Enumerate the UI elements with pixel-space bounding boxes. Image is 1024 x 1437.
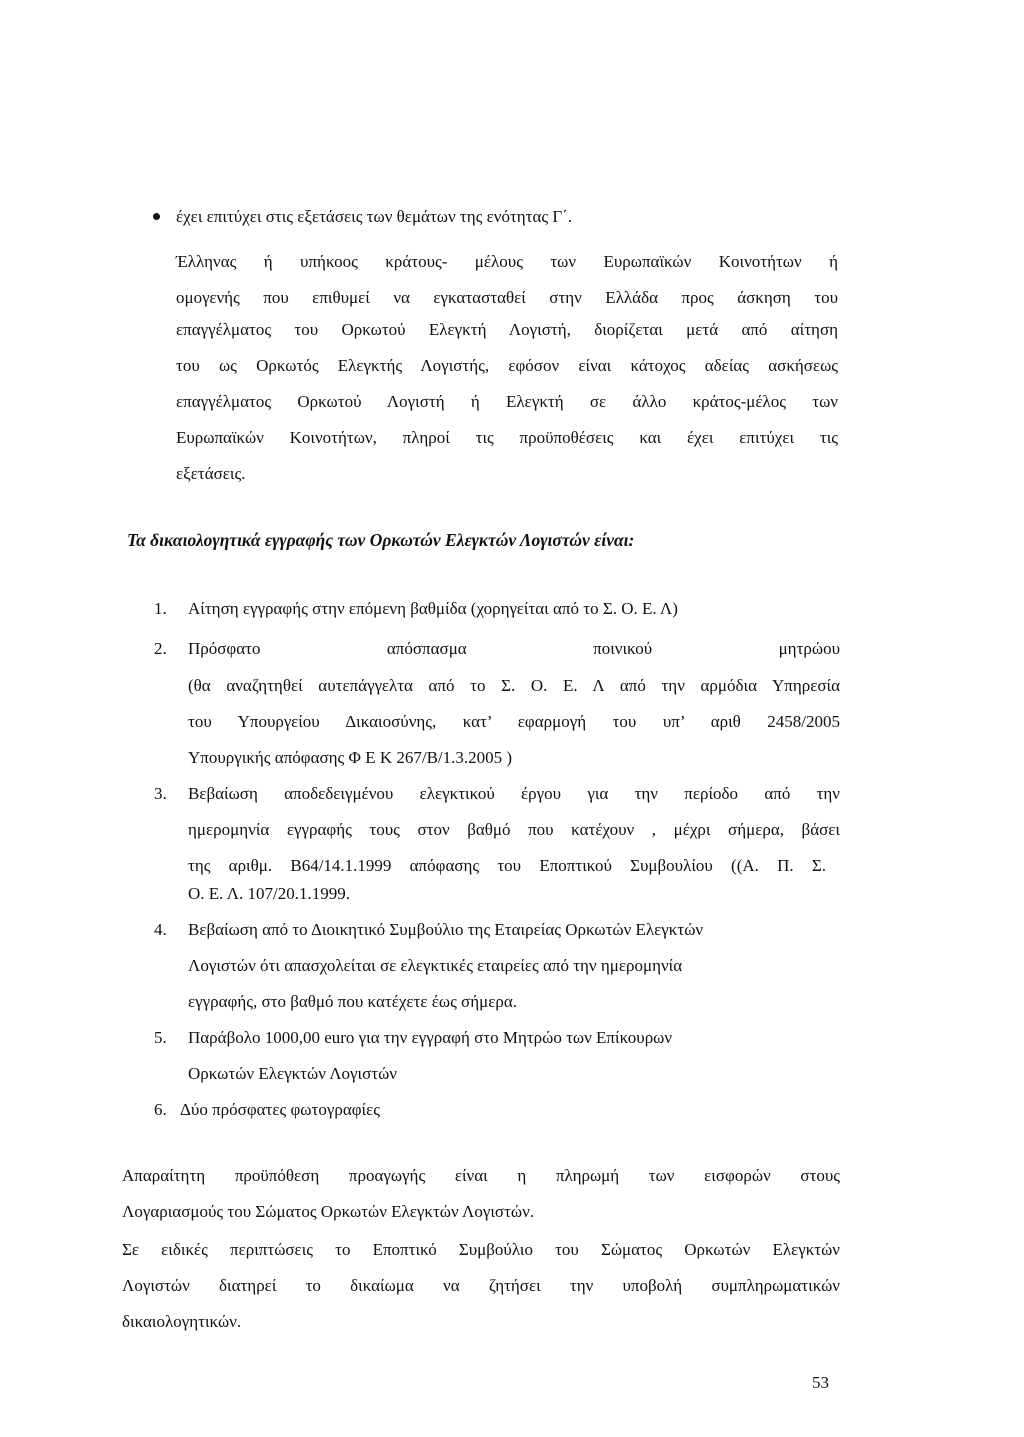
list-item-line: της αριθμ. Β64/14.1.1999 απόφασης του Εποπτικού Συμβουλίου ((Α. Π. Σ. [188,856,826,875]
paragraph-line: Σε ειδικές περιπτώσεις το Εποπτικό Συμβούλιο του Σώματος Ορκωτών Ελεγκτών [122,1240,840,1259]
list-item-line: (θα αναζητηθεί αυτεπάγγελτα από το Σ. Ο. Ε. Λ από την αρμόδια Υπηρεσία [188,676,840,695]
list-number: 6. [154,1100,167,1119]
list-item-line: Παράβολο 1000,00 euro για την εγγραφή στο Μητρώο των Επίκουρων [188,1028,673,1047]
list-number: 1. [154,599,167,618]
bullet-text: έχει επιτύχει στις εξετάσεις των θεμάτων της ενότητας Γ΄. [176,207,573,226]
list-item-line: Ο. Ε. Λ. 107/20.1.1999. [188,884,351,903]
list-item-line: Υπουργικής απόφασης Φ Ε Κ 267/Β/1.3.2005 ) [188,748,513,767]
list-item-line: ημερομηνία εγγραφής τους στον βαθμό που κατέχουν , μέχρι σήμερα, βάσει [188,820,840,839]
paragraph-line: Ευρωπαϊκών Κοινοτήτων, πληροί τις προϋποθέσεις και έχει επιτύχει τις [176,428,838,447]
list-item-line: του Υπουργείου Δικαιοσύνης, κατ’ εφαρμογή του υπ’ αριθ 2458/2005 [188,712,840,731]
list-item-line: Αίτηση εγγραφής στην επόμενη βαθμίδα (χορηγείται από το Σ. Ο. Ε. Λ) [188,599,678,618]
list-number: 2. [154,639,167,658]
list-item-line: Ορκωτών Ελεγκτών Λογιστών [188,1064,397,1083]
list-number: 4. [154,920,167,939]
list-number: 5. [154,1028,167,1047]
list-item-line: Βεβαίωση αποδεδειγμένου ελεγκτικού έργου για την περίοδο από την [188,784,840,803]
section-heading: Τα δικαιολογητικά εγγραφής των Ορκωτών Ελεγκτών Λογιστών είναι: [127,530,635,550]
paragraph-line: του ως Ορκωτός Ελεγκτής Λογιστής, εφόσον είναι κάτοχος αδείας ασκήσεως [176,356,838,375]
paragraph-line: Έλληνας ή υπήκοος κράτους- μέλους των Ευρωπαϊκών Κοινοτήτων ή [176,252,838,271]
paragraph-line: επαγγέλματος του Ορκωτού Ελεγκτή Λογιστή, διορίζεται μετά από αίτηση [176,320,838,339]
list-item-line: εγγραφής, στο βαθμό που κατέχετε έως σήμερα. [188,992,518,1011]
paragraph-line: Λογιστών διατηρεί το δικαίωμα να ζητήσει την υποβολή συμπληρωματικών [122,1276,840,1295]
page-number: 53 [812,1373,829,1392]
paragraph-line: Λογαριασμούς του Σώματος Ορκωτών Ελεγκτών Λογιστών. [122,1202,535,1221]
paragraph-line: επαγγέλματος Ορκωτού Λογιστή ή Ελεγκτή σε άλλο κράτος-μέλος των [176,392,838,411]
bullet-icon [153,213,160,220]
paragraph-line: δικαιολογητικών. [122,1312,242,1331]
list-item-line: Λογιστών ότι απασχολείται σε ελεγκτικές εταιρείες από την ημερομηνία [188,956,683,975]
paragraph-line: ομογενής που επιθυμεί να εγκατασταθεί στην Ελλάδα προς άσκηση του [176,288,838,307]
list-item-line: Δύο πρόσφατες φωτογραφίες [180,1100,380,1119]
paragraph-line: Απαραίτητη προϋπόθεση προαγωγής είναι η πληρωμή των εισφορών στους [122,1166,840,1185]
list-item-line: Βεβαίωση από το Διοικητικό Συμβούλιο της Εταιρείας Ορκωτών Ελεγκτών [188,920,704,939]
list-item-line: Πρόσφατο απόσπασμα ποινικού μητρώου [188,639,840,658]
list-number: 3. [154,784,167,803]
paragraph-line: εξετάσεις. [176,464,246,483]
